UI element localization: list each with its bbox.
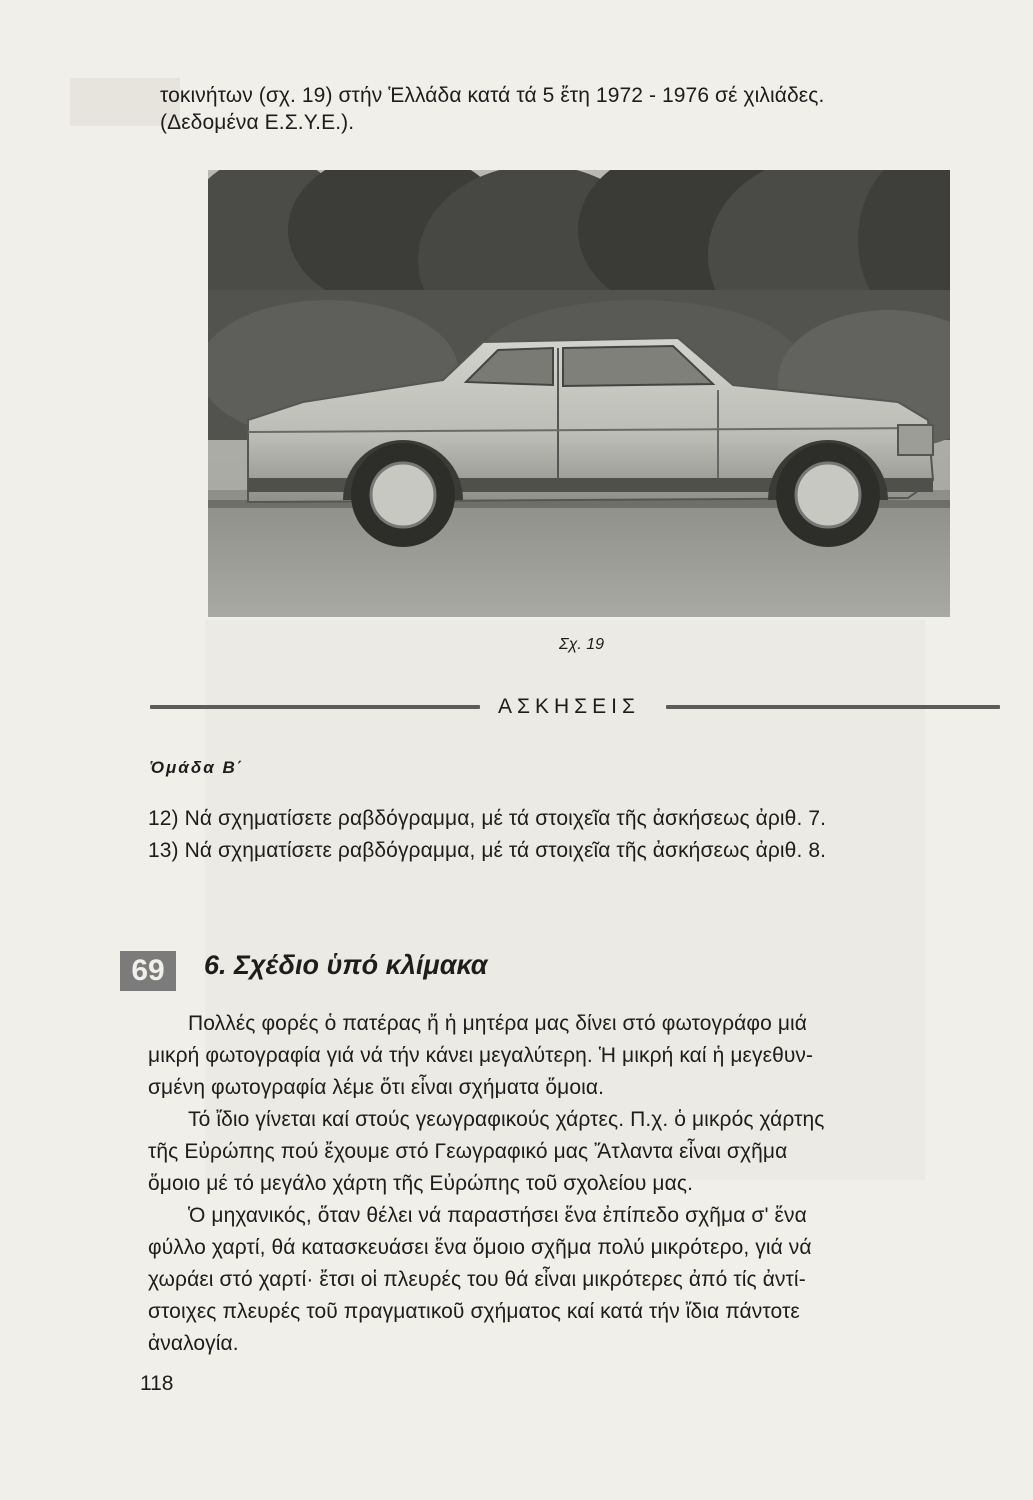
- page-number: 118: [140, 1372, 174, 1395]
- car-photograph: [208, 170, 950, 617]
- body-line: Πολλές φορές ὁ πατέρας ἤ ἡ μητέρα μας δίνει στό φωτογράφο μιά: [188, 1012, 808, 1035]
- body-line: φύλλο χαρτί, θά κατασκευάσει ἕνα ὅμοιο σχῆμα πολύ μικρότερο, γιά νά: [148, 1236, 812, 1259]
- intro-line-1: τοκινήτων (σχ. 19) στήν Ἑλλάδα κατά τά 5 ἔτη 1972 - 1976 σέ χιλιάδες.: [160, 84, 825, 107]
- body-line: ὅμοιο μέ τό μεγάλο χάρτη τῆς Εὐρώπης τοῦ σχολείου μας.: [148, 1172, 694, 1195]
- intro-line-2: (Δεδομένα Ε.Σ.Υ.Ε.).: [160, 111, 355, 134]
- section-number-badge: 69: [120, 951, 176, 991]
- body-line: τῆς Εὐρώπης πού ἔχουμε στό Γεωγραφικό μας Ἄτλαντα εἶναι σχῆμα: [148, 1140, 788, 1163]
- body-line: στοιχες πλευρές τοῦ πραγματικοῦ σχήματος καί κατά τήν ἴδια πάντοτε: [148, 1300, 800, 1323]
- body-line: μικρή φωτογραφία γιά νά τήν κάνει μεγαλύτερη. Ἡ μικρή καί ἡ μεγεθυν-: [148, 1044, 814, 1067]
- divider-left: [150, 705, 480, 709]
- figure-caption: Σχ. 19: [559, 636, 605, 653]
- divider-right: [666, 705, 1000, 709]
- body-line: ἀναλογία.: [148, 1332, 239, 1355]
- group-label: Ὁμάδα Β΄: [150, 758, 245, 777]
- body-line: χωράει στό χαρτί· ἔτσι οἱ πλευρές του θά εἶναι μικρότερες ἀπό τίς ἀντί-: [148, 1268, 806, 1291]
- section-heading: 6. Σχέδιο ὑπό κλίμακα: [204, 950, 488, 980]
- body-line: σμένη φωτογραφία λέμε ὅτι εἶναι σχήματα ὅμοια.: [148, 1076, 605, 1099]
- exercise-item: 12) Νά σχηματίσετε ραβδόγραμμα, μέ τά στοιχεῖα τῆς ἀσκήσεως ἀριθ. 7.: [148, 807, 827, 830]
- car-photo-illustration: [208, 170, 950, 617]
- body-line: Τό ἴδιο γίνεται καί στούς γεωγραφικούς χάρτες. Π.χ. ὁ μικρός χάρτης: [188, 1108, 825, 1131]
- body-line: Ὁ μηχανικός, ὅταν θέλει νά παραστήσει ἕνα ἐπίπεδο σχῆμα σ' ἕνα: [188, 1204, 807, 1227]
- exercise-item: 13) Νά σχηματίσετε ραβδόγραμμα, μέ τά στοιχεῖα τῆς ἀσκήσεως ἀριθ. 8.: [148, 839, 827, 862]
- exercises-title: ΑΣΚΗΣΕΙΣ: [498, 695, 640, 718]
